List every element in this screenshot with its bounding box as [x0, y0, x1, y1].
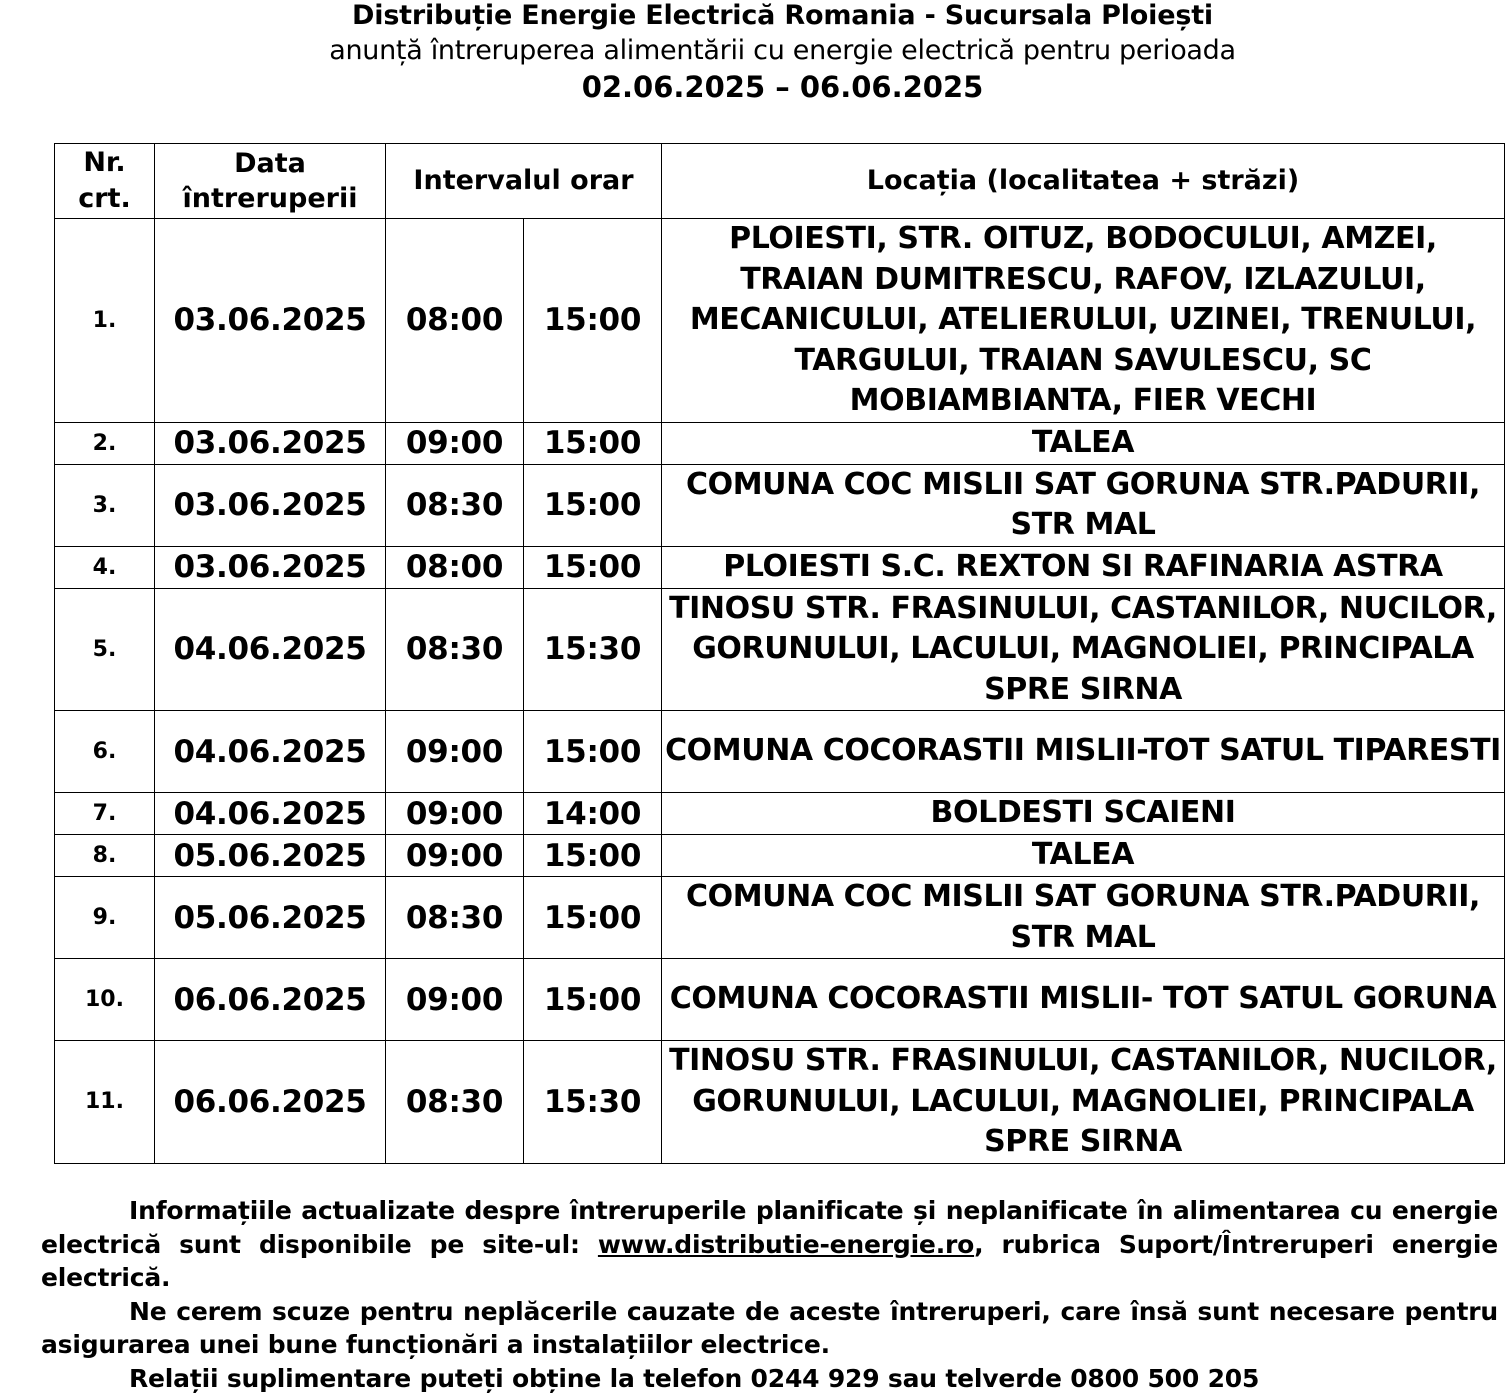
start-time: 09:00 — [386, 793, 524, 835]
location-cell: COMUNA COC MISLII SAT GORUNA STR.PADURII, STR MAL — [662, 464, 1505, 546]
table-row — [55, 793, 1505, 835]
row-number: 6. — [55, 711, 155, 793]
end-time: 15:00 — [524, 959, 662, 1041]
end-time: 15:30 — [524, 1041, 662, 1164]
outage-schedule-table — [54, 143, 1505, 1164]
row-number: 4. — [55, 546, 155, 588]
document-header — [0, 0, 1505, 105]
row-number: 5. — [55, 588, 155, 711]
outage-date: 03.06.2025 — [155, 464, 386, 546]
row-number: 2. — [55, 422, 155, 464]
table-row — [55, 546, 1505, 588]
row-number: 8. — [55, 835, 155, 877]
end-time: 15:00 — [524, 711, 662, 793]
start-time: 09:00 — [386, 711, 524, 793]
row-number: 3. — [55, 464, 155, 546]
location-cell: TINOSU STR. FRASINULUI, CASTANILOR, NUCILOR, GORUNULUI, LACULUI, MAGNOLIEI, PRINCIPALA SPRE SIRNA — [662, 588, 1505, 711]
outage-date: 03.06.2025 — [155, 546, 386, 588]
location-cell: COMUNA COC MISLII SAT GORUNA STR.PADURII, STR MAL — [662, 877, 1505, 959]
location-cell: COMUNA COCORASTII MISLII-TOT SATUL TIPARESTI — [662, 711, 1505, 793]
outage-date: 03.06.2025 — [155, 219, 386, 423]
end-time: 15:00 — [524, 219, 662, 423]
footer-notes — [41, 1194, 1498, 1394]
table-row — [55, 835, 1505, 877]
start-time: 08:30 — [386, 464, 524, 546]
end-time: 15:00 — [524, 422, 662, 464]
period-range: 02.06.2025 – 06.06.2025 — [581, 70, 984, 104]
outage-date: 06.06.2025 — [155, 959, 386, 1041]
end-time: 14:00 — [524, 793, 662, 835]
header-date: Data întreruperii — [155, 144, 386, 219]
table-row — [55, 877, 1505, 959]
end-time: 15:00 — [524, 464, 662, 546]
start-time: 08:00 — [386, 219, 524, 423]
header-location: Locația (localitatea + străzi) — [662, 144, 1505, 219]
table-row — [55, 711, 1505, 793]
website-link[interactable]: www.distributie-energie.ro — [597, 1229, 975, 1259]
start-time: 08:30 — [386, 588, 524, 711]
end-time: 15:00 — [524, 546, 662, 588]
table-row — [55, 1041, 1505, 1164]
page-title: Distribuție Energie Electrică Romania - Sucursala Ploiești — [352, 0, 1213, 31]
row-number: 10. — [55, 959, 155, 1041]
outage-date: 06.06.2025 — [155, 1041, 386, 1164]
outage-date: 04.06.2025 — [155, 793, 386, 835]
page-subtitle: anunță întreruperea alimentării cu energie electrică pentru perioada — [329, 35, 1236, 66]
start-time: 08:30 — [386, 877, 524, 959]
contact-paragraph: Relații suplimentare puteți obține la telefon 0244 929 sau telverde 0800 500 205 — [129, 1363, 1260, 1393]
row-number: 11. — [55, 1041, 155, 1164]
start-time: 09:00 — [386, 835, 524, 877]
table-header-row — [55, 144, 1505, 219]
header-nr-crt: Nr. crt. — [55, 144, 155, 219]
end-time: 15:30 — [524, 588, 662, 711]
row-number: 1. — [55, 219, 155, 423]
outage-date: 05.06.2025 — [155, 835, 386, 877]
outage-date: 03.06.2025 — [155, 422, 386, 464]
end-time: 15:00 — [524, 835, 662, 877]
start-time: 09:00 — [386, 422, 524, 464]
end-time: 15:00 — [524, 877, 662, 959]
location-cell: TALEA — [662, 835, 1505, 877]
info-paragraph: Informațiile actualizate despre întreruperile planificate și neplanificate în alimentarea cu energie electrică sunt disponibile pe site-ul: www.distributie-energie.ro, rubrica Suport/Întreruperi energie electrică. — [41, 1196, 1498, 1292]
location-cell: TALEA — [662, 422, 1505, 464]
table-row — [55, 959, 1505, 1041]
outage-date: 05.06.2025 — [155, 877, 386, 959]
table-row — [55, 219, 1505, 423]
start-time: 08:30 — [386, 1041, 524, 1164]
location-cell: BOLDESTI SCAIENI — [662, 793, 1505, 835]
location-cell: PLOIESTI, STR. OITUZ, BODOCULUI, AMZEI, TRAIAN DUMITRESCU, RAFOV, IZLAZULUI, MECANICULUI, ATELIERULUI, UZINEI, TRENULUI, TARGULUI, TRAIAN SAVULESCU, SC MOBIAMBIANTA, FIER VECHI — [662, 219, 1505, 423]
outage-date: 04.06.2025 — [155, 588, 386, 711]
location-cell: PLOIESTI S.C. REXTON SI RAFINARIA ASTRA — [662, 546, 1505, 588]
table-row — [55, 464, 1505, 546]
header-interval: Intervalul orar — [386, 144, 662, 219]
start-time: 09:00 — [386, 959, 524, 1041]
location-cell: TINOSU STR. FRASINULUI, CASTANILOR, NUCILOR, GORUNULUI, LACULUI, MAGNOLIEI, PRINCIPALA SPRE SIRNA — [662, 1041, 1505, 1164]
row-number: 9. — [55, 877, 155, 959]
row-number: 7. — [55, 793, 155, 835]
outage-date: 04.06.2025 — [155, 711, 386, 793]
apology-paragraph: Ne cerem scuze pentru neplăcerile cauzate de aceste întreruperi, care însă sunt necesare pentru asigurarea unei bune funcționări a instalațiilor electrice. — [41, 1296, 1498, 1359]
location-cell: COMUNA COCORASTII MISLII- TOT SATUL GORUNA — [662, 959, 1505, 1041]
table-row — [55, 588, 1505, 711]
start-time: 08:00 — [386, 546, 524, 588]
table-row — [55, 422, 1505, 464]
